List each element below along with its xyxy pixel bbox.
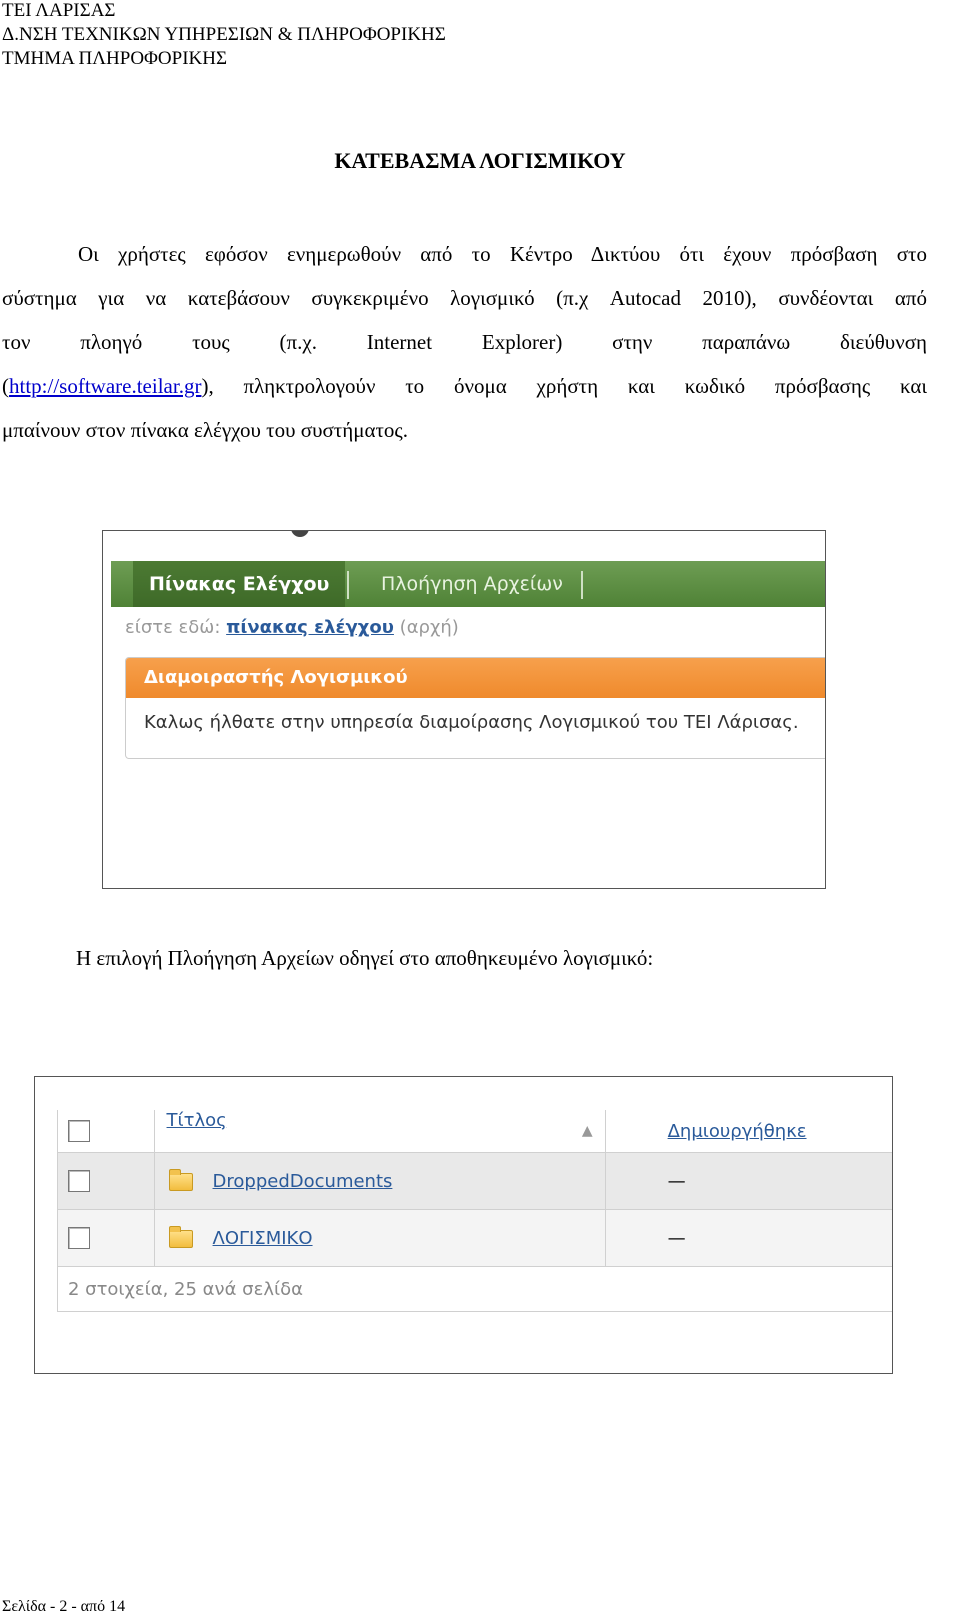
- file-listing-screenshot: [34, 1076, 893, 1374]
- nav-separator: [581, 571, 583, 599]
- file-table: [57, 1110, 893, 1312]
- folder-icon: [169, 1173, 193, 1191]
- panel-title: Διαμοιραστής Λογισμικού: [126, 658, 826, 698]
- document-title: ΚΑΤΕΒΑΣΜΑ ΛΟΓΙΣΜΙΚΟΥ: [334, 148, 626, 173]
- control-panel-screenshot: [102, 530, 826, 889]
- tab-file-browse[interactable]: Πλοήγηση Αρχείων: [381, 573, 563, 595]
- intro-paragraph: [2, 232, 927, 452]
- table-row: [58, 1153, 894, 1210]
- breadcrumb-link[interactable]: πίνακας ελέγχου: [226, 617, 394, 638]
- select-all-checkbox[interactable]: [68, 1120, 90, 1142]
- table-footer-row: [58, 1267, 894, 1312]
- tab-control-panel[interactable]: Πίνακας Ελέγχου: [133, 561, 345, 607]
- nav-separator: [347, 571, 349, 599]
- para-line-5: μπαίνουν στον πίνακα ελέγχου του συστήματος.: [2, 418, 408, 442]
- table-header-row: [58, 1110, 894, 1153]
- para-line-2: σύστημα για να κατεβάσουν συγκεκριμένο λογισμικό (π.χ Autocad 2010), συνδέονται από: [2, 286, 927, 310]
- cursor-blob: [291, 530, 309, 537]
- para-line-1: Οι χρήστες εφόσον ενημερωθούν από το Κέντρο Δικτύου ότι έχουν πρόσβαση στο: [78, 242, 927, 266]
- breadcrumb-prefix: είστε εδώ:: [125, 617, 221, 638]
- breadcrumb: [125, 617, 459, 638]
- row-name-link[interactable]: DroppedDocuments: [212, 1170, 393, 1192]
- items-count: 2 στοιχεία, 25 ανά σελίδα: [68, 1278, 303, 1300]
- row-created: —: [667, 1170, 686, 1192]
- breadcrumb-suffix: (αρχή): [399, 617, 459, 638]
- column-created[interactable]: Δημιουργήθηκε: [667, 1120, 807, 1142]
- header-line-2: Δ.ΝΣΗ ΤΕΧΝΙΚΩΝ ΥΠΗΡΕΣΙΩΝ & ΠΛΗΡΟΦΟΡΙΚΗΣ: [2, 24, 446, 45]
- para-line-4: (http://software.teilar.gr), πληκτρολογούν το όνομα χρήστη και κωδικό πρόσβασης και: [2, 374, 927, 398]
- software-link[interactable]: http://software.teilar.gr: [9, 374, 202, 398]
- software-panel: [125, 657, 826, 759]
- row-name-link[interactable]: ΛΟΓΙΣΜΙΚΟ: [212, 1227, 313, 1249]
- header-line-3: ΤΜΗΜΑ ΠΛΗΡΟΦΟΡΙΚΗΣ: [2, 48, 228, 69]
- page-footer: Σελίδα - 2 - από 14: [2, 1598, 126, 1615]
- header-line-1: ΤΕΙ ΛΑΡΙΣΑΣ: [2, 0, 116, 21]
- folder-icon: [169, 1230, 193, 1248]
- panel-body: Καλως ήλθατε στην υπηρεσία διαμοίρασης Λογισμικού του ΤΕΙ Λάρισας.: [144, 712, 799, 733]
- nav-bar: [111, 561, 826, 607]
- second-paragraph: Η επιλογή Πλοήγηση Αρχείων οδηγεί στο αποθηκευμένο λογισμικό:: [76, 946, 654, 970]
- row-checkbox[interactable]: [68, 1227, 90, 1249]
- para-line-3: τον πλοηγό τους (π.χ. Internet Explorer) στην παραπάνω διεύθυνση: [2, 330, 927, 354]
- column-title[interactable]: Τίτλος: [166, 1110, 227, 1131]
- row-checkbox[interactable]: [68, 1170, 90, 1192]
- sort-up-icon: ▲: [581, 1123, 593, 1139]
- row-created: —: [667, 1227, 686, 1249]
- table-row: [58, 1210, 894, 1267]
